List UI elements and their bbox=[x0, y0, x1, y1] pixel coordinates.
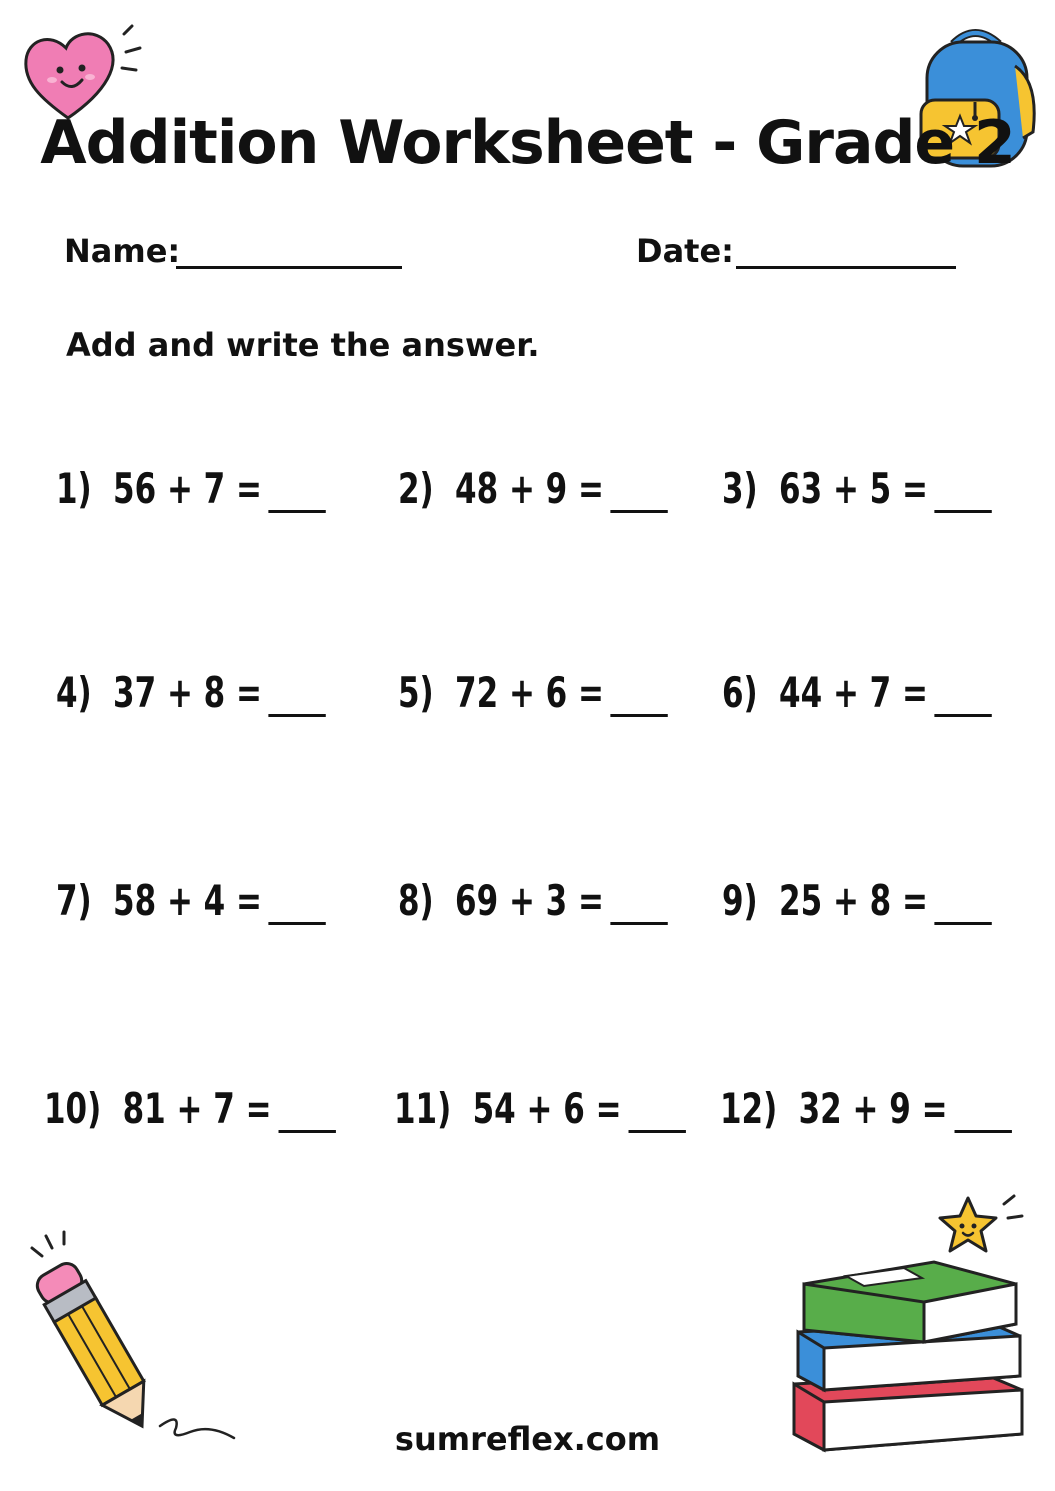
problem-expression: 25 + 8 = bbox=[779, 876, 928, 925]
problem-number: 10) bbox=[44, 1084, 102, 1133]
heart-icon bbox=[20, 22, 150, 122]
problem-item bbox=[398, 464, 668, 513]
problem-item bbox=[56, 668, 326, 717]
problem-item bbox=[398, 668, 668, 717]
answer-blank[interactable] bbox=[935, 886, 992, 925]
problem-item bbox=[720, 1084, 1012, 1133]
problem-number: 11) bbox=[394, 1084, 452, 1133]
name-label: Name: bbox=[64, 232, 181, 270]
name-field[interactable] bbox=[176, 266, 402, 269]
problem-number: 4) bbox=[56, 668, 92, 717]
problem-item bbox=[44, 1084, 336, 1133]
problem-expression: 69 + 3 = bbox=[455, 876, 604, 925]
date-label: Date: bbox=[636, 232, 734, 270]
answer-blank[interactable] bbox=[611, 678, 668, 717]
problem-item bbox=[722, 464, 992, 513]
answer-blank[interactable] bbox=[628, 1094, 685, 1133]
problem-expression: 48 + 9 = bbox=[455, 464, 604, 513]
page-title: Addition Worksheet - Grade 2 bbox=[40, 108, 1015, 178]
date-field[interactable] bbox=[736, 266, 956, 269]
instruction-text: Add and write the answer. bbox=[66, 326, 540, 364]
answer-blank[interactable] bbox=[269, 886, 326, 925]
problem-item bbox=[722, 876, 992, 925]
problem-number: 5) bbox=[398, 668, 434, 717]
footer-site-link[interactable]: sumreflex.com bbox=[394, 1420, 661, 1458]
problem-expression: 58 + 4 = bbox=[113, 876, 262, 925]
problem-expression: 54 + 6 = bbox=[472, 1084, 622, 1133]
answer-blank[interactable] bbox=[954, 1094, 1011, 1133]
answer-blank[interactable] bbox=[269, 474, 326, 513]
problem-expression: 32 + 9 = bbox=[798, 1084, 948, 1133]
problem-number: 12) bbox=[720, 1084, 778, 1133]
problem-item bbox=[398, 876, 668, 925]
problem-number: 1) bbox=[56, 464, 92, 513]
problem-expression: 81 + 7 = bbox=[122, 1084, 272, 1133]
answer-blank[interactable] bbox=[611, 886, 668, 925]
answer-blank[interactable] bbox=[935, 474, 992, 513]
answer-blank[interactable] bbox=[278, 1094, 335, 1133]
problem-expression: 44 + 7 = bbox=[779, 668, 928, 717]
problem-item bbox=[56, 464, 326, 513]
problem-number: 3) bbox=[722, 464, 758, 513]
problem-number: 7) bbox=[56, 876, 92, 925]
problem-number: 2) bbox=[398, 464, 434, 513]
problem-expression: 72 + 6 = bbox=[455, 668, 604, 717]
problem-item bbox=[394, 1084, 686, 1133]
problem-number: 9) bbox=[722, 876, 758, 925]
problem-expression: 63 + 5 = bbox=[779, 464, 928, 513]
problem-number: 6) bbox=[722, 668, 758, 717]
problem-item bbox=[722, 668, 992, 717]
star-icon bbox=[934, 1190, 1034, 1260]
problem-expression: 37 + 8 = bbox=[113, 668, 262, 717]
problem-number: 8) bbox=[398, 876, 434, 925]
problem-item bbox=[56, 876, 326, 925]
answer-blank[interactable] bbox=[611, 474, 668, 513]
answer-blank[interactable] bbox=[269, 678, 326, 717]
answer-blank[interactable] bbox=[935, 678, 992, 717]
problem-expression: 56 + 7 = bbox=[113, 464, 262, 513]
